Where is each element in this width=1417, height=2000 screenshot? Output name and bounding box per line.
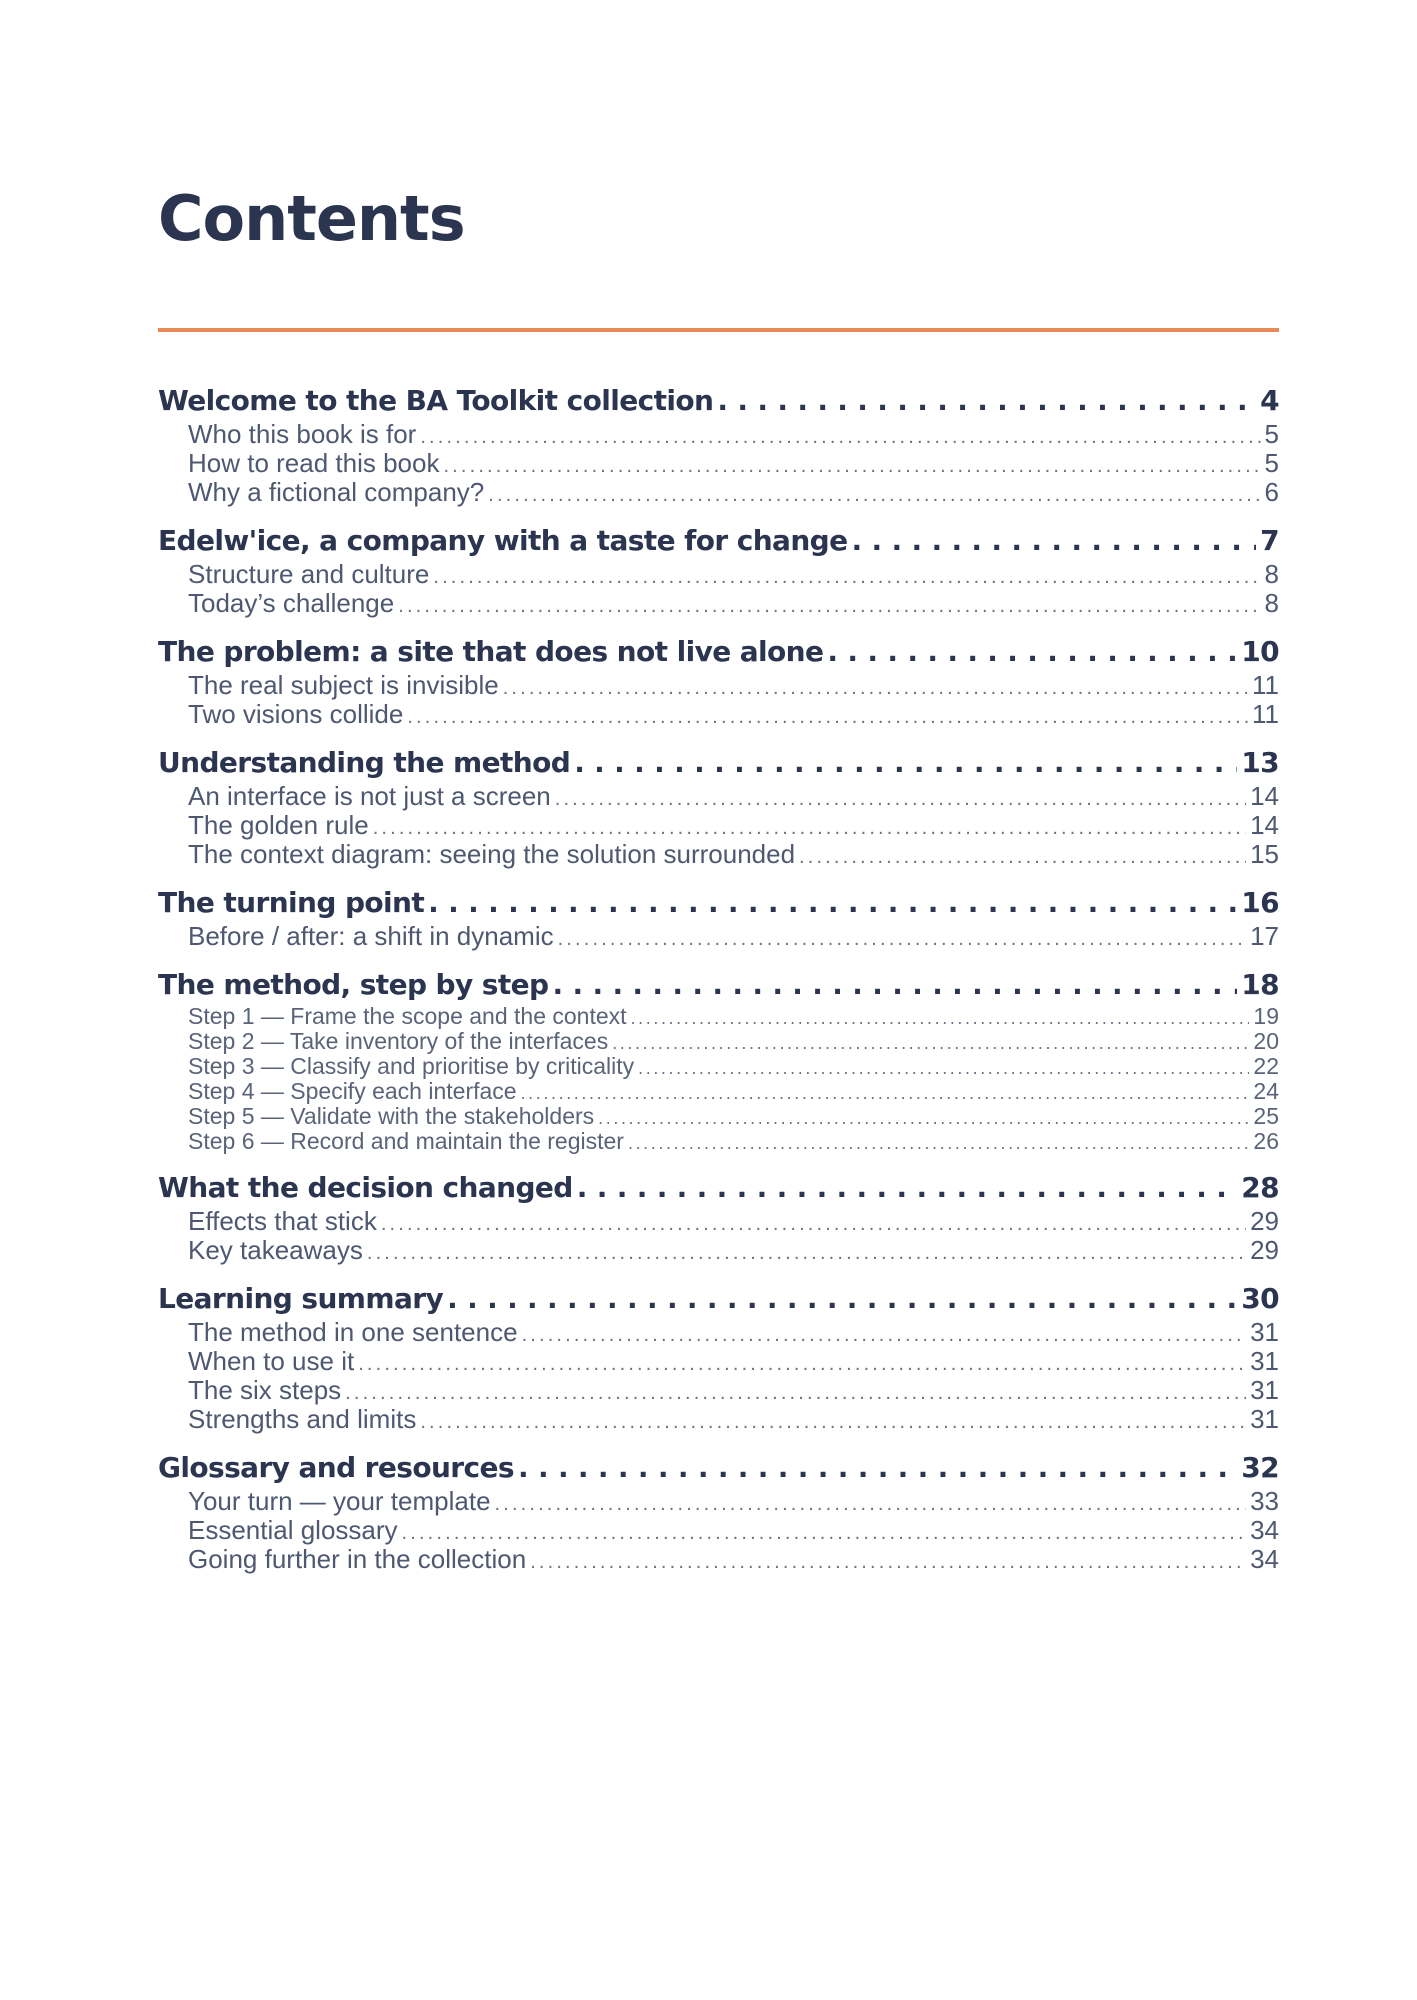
dot-leader [577,1169,1237,1207]
toc-page-number: 11 [1252,671,1279,700]
toc-section-title: Your turn — your template [188,1487,491,1516]
toc-page-number: 13 [1241,746,1279,779]
dot-leader [420,1405,1246,1434]
toc-page-number: 34 [1250,1545,1279,1574]
toc-section-title: Why a fictional company? [188,478,485,507]
toc-chapter-title: The turning point [158,886,425,919]
toc-chapter [158,1449,1279,1574]
toc-page-number: 5 [1264,420,1279,449]
toc-section-entry[interactable] [158,922,1279,951]
toc-section-title: The method in one sentence [188,1318,518,1347]
toc-section-entry[interactable] [158,1236,1279,1265]
toc-page-number: 4 [1260,384,1279,417]
dot-leader [407,700,1248,729]
toc-page-number: 14 [1250,811,1279,840]
toc-page-number: 11 [1252,700,1279,729]
toc-page-number: 25 [1253,1104,1279,1129]
toc-chapter-title: The problem: a site that does not live alone [158,635,824,668]
toc-section-entry[interactable] [158,840,1279,869]
toc-page-number: 30 [1241,1282,1279,1315]
dot-leader [402,1516,1247,1545]
toc-chapter-entry[interactable] [158,1449,1279,1487]
toc-section-entry[interactable] [158,560,1279,589]
toc-section-entry[interactable] [158,420,1279,449]
toc-step-title: Step 1 — Frame the scope and the context [188,1004,627,1029]
toc-page-number: 19 [1253,1004,1279,1029]
toc-chapter-title: Glossary and resources [158,1451,514,1484]
toc-section-entry[interactable] [158,671,1279,700]
toc-chapter-entry[interactable] [158,382,1279,420]
dot-leader [447,1280,1237,1318]
toc-section-title: Before / after: a shift in dynamic [188,922,554,951]
toc-page-number: 29 [1250,1236,1279,1265]
dot-leader [443,449,1260,478]
toc-chapter-title: Understanding the method [158,746,571,779]
dot-leader [495,1487,1247,1516]
toc-section-title: Going further in the collection [188,1545,527,1574]
dot-leader [552,966,1237,1004]
dot-leader [420,420,1260,449]
dot-leader [381,1207,1246,1236]
dot-leader [598,1104,1249,1129]
toc-page-number: 14 [1250,782,1279,811]
dot-leader [717,382,1256,420]
toc-chapter-entry[interactable] [158,522,1279,560]
toc-page-number: 28 [1241,1171,1279,1204]
toc-section-entry[interactable] [158,1405,1279,1434]
toc-section-entry[interactable] [158,700,1279,729]
toc-step-entry[interactable] [158,1129,1279,1154]
toc-section-entry[interactable] [158,478,1279,507]
toc-page-number: 16 [1241,886,1279,919]
toc-chapter [158,1280,1279,1434]
dot-leader [558,922,1246,951]
toc-section-title: Effects that stick [188,1207,377,1236]
toc-chapter-title: Welcome to the BA Toolkit collection [158,384,714,417]
toc-step-entry[interactable] [158,1054,1279,1079]
toc-chapter-entry[interactable] [158,1169,1279,1207]
toc-step-entry[interactable] [158,1104,1279,1129]
toc-page-number: 31 [1250,1347,1279,1376]
toc-section-entry[interactable] [158,782,1279,811]
dot-leader [367,1236,1246,1265]
title-divider [158,328,1279,332]
toc-page-number: 24 [1253,1079,1279,1104]
toc-page-number: 7 [1260,524,1279,557]
toc-chapter-entry[interactable] [158,884,1279,922]
toc-page-number: 17 [1250,922,1279,951]
dot-leader [612,1029,1249,1054]
toc-section-title: Who this book is for [188,420,417,449]
toc-section-title: Strengths and limits [188,1405,417,1434]
toc-chapter-title: Edelw'ice, a company with a taste for change [158,524,848,557]
toc-step-title: Step 6 — Record and maintain the register [188,1129,624,1154]
toc-section-entry[interactable] [158,1487,1279,1516]
toc-section-title: An interface is not just a screen [188,782,551,811]
toc-chapter-title: What the decision changed [158,1171,573,1204]
toc-section-title: The golden rule [188,811,369,840]
toc-page-number: 15 [1250,840,1279,869]
toc-chapter-entry[interactable] [158,633,1279,671]
toc-section-title: How to read this book [188,449,440,478]
toc-page-number: 29 [1250,1207,1279,1236]
toc-page-number: 8 [1264,589,1279,618]
toc-section-title: Two visions collide [188,700,404,729]
toc-step-entry[interactable] [158,1079,1279,1104]
toc-section-title: Today’s challenge [188,589,395,618]
dot-leader [488,478,1260,507]
toc-chapter [158,633,1279,729]
dot-leader [555,782,1246,811]
toc-step-title: Step 5 — Validate with the stakeholders [188,1104,595,1129]
dot-leader [398,589,1260,618]
toc-section-entry[interactable] [158,449,1279,478]
toc-step-title: Step 4 — Specify each interface [188,1079,517,1104]
toc-section-title: The context diagram: seeing the solution surrounded [188,840,796,869]
dot-leader [433,560,1260,589]
toc-page-number: 33 [1250,1487,1279,1516]
toc-chapter [158,382,1279,507]
table-of-contents [158,382,1279,1589]
toc-page-number: 22 [1253,1054,1279,1079]
toc-section-title: Key takeaways [188,1236,363,1265]
toc-section-entry[interactable] [158,1318,1279,1347]
dot-leader [827,633,1237,671]
toc-page-number: 31 [1250,1318,1279,1347]
toc-chapter-title: The method, step by step [158,968,549,1001]
toc-section-title: Structure and culture [188,560,430,589]
toc-page-number: 20 [1253,1029,1279,1054]
toc-step-title: Step 3 — Classify and prioritise by criticality [188,1054,635,1079]
dot-leader [345,1376,1246,1405]
toc-page-number: 31 [1250,1376,1279,1405]
dot-leader [638,1054,1249,1079]
toc-section-title: The real subject is invisible [188,671,499,700]
toc-section-entry[interactable] [158,1516,1279,1545]
toc-chapter-entry[interactable] [158,1280,1279,1318]
toc-section-entry[interactable] [158,811,1279,840]
dot-leader [799,840,1246,869]
toc-step-entry[interactable] [158,1029,1279,1054]
toc-chapter-entry[interactable] [158,966,1279,1004]
toc-section-entry[interactable] [158,1376,1279,1405]
dot-leader [503,671,1248,700]
dot-leader [428,884,1237,922]
toc-section-entry[interactable] [158,1207,1279,1236]
toc-section-entry[interactable] [158,1347,1279,1376]
dot-leader [628,1129,1249,1154]
toc-chapter [158,966,1279,1154]
toc-page-number: 31 [1250,1405,1279,1434]
toc-section-title: The six steps [188,1376,342,1405]
toc-chapter [158,884,1279,951]
toc-page-number: 8 [1264,560,1279,589]
page-title: Contents [158,182,465,255]
toc-chapter-title: Learning summary [158,1282,444,1315]
dot-leader [373,811,1246,840]
dot-leader [358,1347,1246,1376]
toc-page-number: 10 [1241,635,1279,668]
dot-leader [631,1004,1250,1029]
toc-page-number: 32 [1241,1451,1279,1484]
toc-section-title: When to use it [188,1347,355,1376]
toc-chapter [158,522,1279,618]
dot-leader [521,1079,1250,1104]
dot-leader [574,744,1237,782]
toc-section-title: Essential glossary [188,1516,398,1545]
dot-leader [852,522,1257,560]
toc-chapter [158,744,1279,869]
toc-page-number: 26 [1253,1129,1279,1154]
dot-leader [518,1449,1237,1487]
toc-section-entry[interactable] [158,589,1279,618]
toc-page-number: 18 [1241,968,1279,1001]
toc-chapter-entry[interactable] [158,744,1279,782]
dot-leader [522,1318,1247,1347]
toc-page-number: 6 [1264,478,1279,507]
dot-leader [530,1545,1246,1574]
toc-page-number: 5 [1264,449,1279,478]
toc-chapter [158,1169,1279,1265]
toc-step-entry[interactable] [158,1004,1279,1029]
toc-page-number: 34 [1250,1516,1279,1545]
toc-step-title: Step 2 — Take inventory of the interfaces [188,1029,609,1054]
toc-section-entry[interactable] [158,1545,1279,1574]
